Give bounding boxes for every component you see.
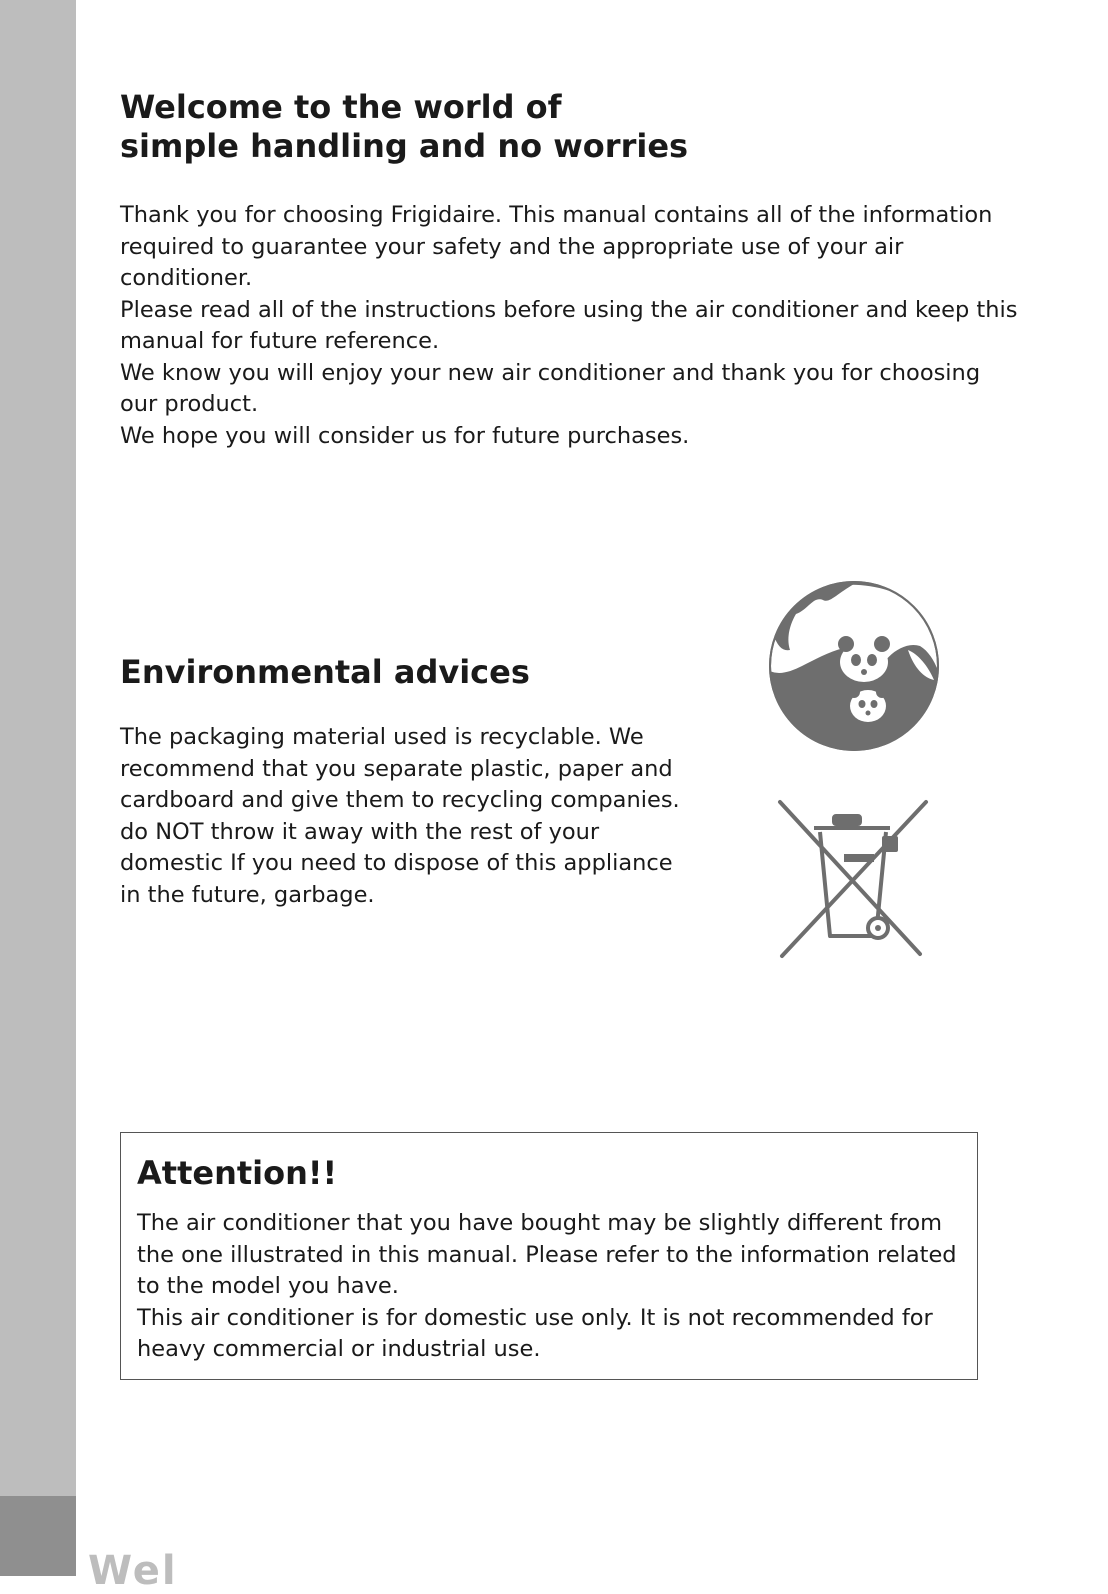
attention-title: Attention!! <box>137 1154 338 1192</box>
welcome-body <box>120 200 1020 452</box>
attention-line: the one illustrated in this manual. Please refer to the information related <box>137 1241 957 1268</box>
attention-line: heavy commercial or industrial use. <box>137 1336 541 1362</box>
environment-line: recommend that you separate plastic, paper and <box>120 755 673 782</box>
welcome-title-line-1: Welcome to the world of <box>120 88 562 126</box>
attention-line: to the model you have. <box>137 1273 399 1299</box>
environment-line: in the future, garbage. <box>120 881 375 908</box>
crossed-out-wheelie-bin-icon <box>772 798 932 960</box>
environment-title: Environmental advices <box>120 653 530 691</box>
environment-line: cardboard and give them to recycling companies. <box>120 787 680 813</box>
welcome-title <box>120 88 688 166</box>
globe-panda-icon <box>768 580 940 752</box>
environment-line: The packaging material used is recyclable. We <box>120 724 644 750</box>
attention-box <box>120 1132 978 1380</box>
attention-line: The air conditioner that you have bought may be slightly different from <box>137 1210 943 1236</box>
page-number-tab <box>0 1496 76 1576</box>
welcome-title-line-2: simple handling and no worries <box>120 127 689 165</box>
attention-line: This air conditioner is for domestic use only. It is not recommended for <box>137 1304 933 1331</box>
welcome-paragraph: Please read all of the instructions before using the air conditioner and keep this manual for future reference. <box>120 296 1018 354</box>
attention-body <box>137 1208 967 1366</box>
welcome-paragraph: We know you will enjoy your new air conditioner and thank you for choosing our product. <box>120 359 981 417</box>
welcome-paragraph: We hope you will consider us for future purchases. <box>120 422 690 449</box>
side-bar <box>0 0 76 1576</box>
attention-paragraph <box>137 1208 967 1303</box>
environment-line: domestic If you need to dispose of this appliance <box>120 850 673 876</box>
environment-line: do NOT throw it away with the rest of your <box>120 818 600 845</box>
welcome-paragraph: Thank you for choosing Frigidaire. This manual contains all of the information required to guarantee your safety and the appropriate use of your air conditioner. <box>120 202 993 291</box>
environment-body <box>120 722 720 911</box>
footer-section-label: Wel <box>88 1548 178 1594</box>
attention-paragraph <box>137 1303 967 1366</box>
